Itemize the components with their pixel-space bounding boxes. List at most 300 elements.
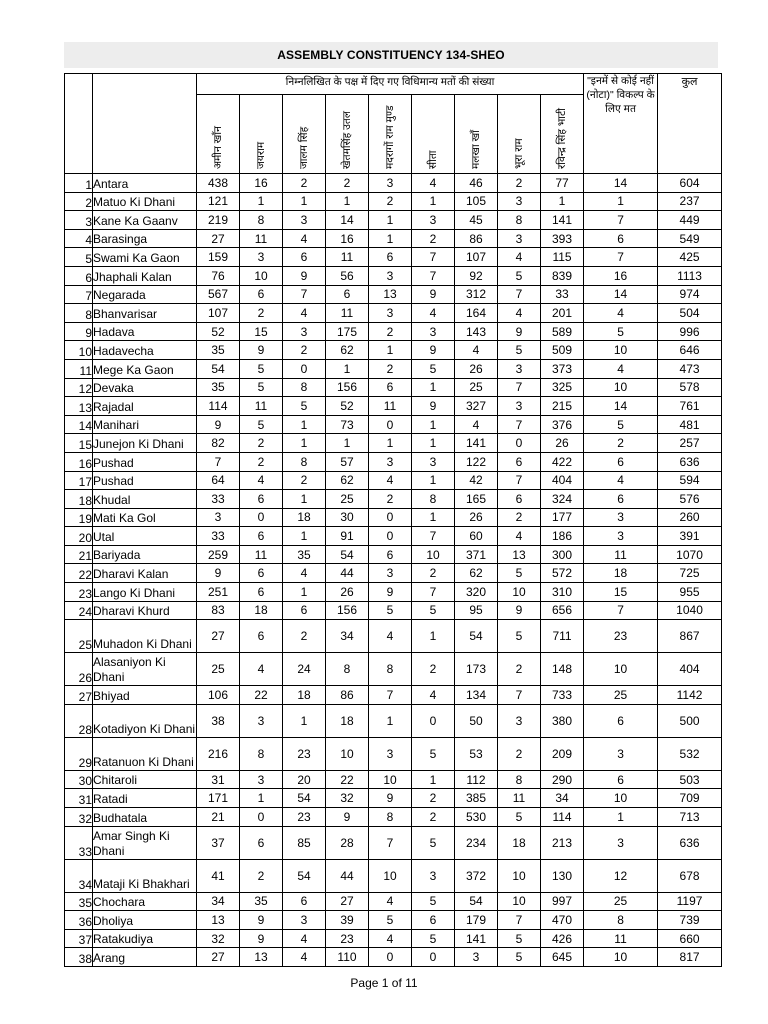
vote-count: 6 bbox=[240, 285, 283, 304]
serial-number: 10 bbox=[65, 341, 93, 360]
vote-count: 11 bbox=[498, 789, 541, 808]
vote-count: 11 bbox=[240, 397, 283, 416]
total-votes: 1142 bbox=[658, 686, 722, 705]
vote-count: 6 bbox=[498, 452, 541, 471]
vote-count: 2 bbox=[240, 434, 283, 453]
total-votes: 260 bbox=[658, 508, 722, 527]
total-votes: 594 bbox=[658, 471, 722, 490]
vote-count: 44 bbox=[326, 564, 369, 583]
polling-station-name: Hadava bbox=[93, 322, 197, 341]
vote-count: 216 bbox=[197, 737, 240, 770]
vote-count: 26 bbox=[541, 434, 584, 453]
vote-count: 134 bbox=[455, 686, 498, 705]
vote-count: 4 bbox=[412, 686, 455, 705]
vote-count: 0 bbox=[240, 808, 283, 827]
results-table bbox=[64, 73, 722, 967]
candidate-header bbox=[498, 95, 541, 174]
nota-votes: 5 bbox=[584, 322, 658, 341]
vote-count: 0 bbox=[369, 415, 412, 434]
vote-count: 1 bbox=[283, 415, 326, 434]
vote-count: 9 bbox=[240, 911, 283, 930]
total-votes: 713 bbox=[658, 808, 722, 827]
vote-count: 5 bbox=[412, 737, 455, 770]
polling-station-name: Kane Ka Gaanv bbox=[93, 211, 197, 230]
nota-votes: 3 bbox=[584, 737, 658, 770]
table-row bbox=[65, 174, 722, 193]
vote-count: 60 bbox=[455, 527, 498, 546]
table-row bbox=[65, 859, 722, 892]
total-votes: 449 bbox=[658, 211, 722, 230]
vote-count: 5 bbox=[498, 929, 541, 948]
vote-count: 3 bbox=[240, 704, 283, 737]
vote-count: 4 bbox=[369, 929, 412, 948]
vote-count: 25 bbox=[455, 378, 498, 397]
vote-count: 711 bbox=[541, 620, 584, 653]
polling-station-name: Ratadi bbox=[93, 789, 197, 808]
vote-count: 14 bbox=[326, 211, 369, 230]
vote-count: 38 bbox=[197, 704, 240, 737]
vote-count: 6 bbox=[240, 490, 283, 509]
vote-count: 310 bbox=[541, 583, 584, 602]
vote-count: 4 bbox=[283, 229, 326, 248]
nota-votes: 7 bbox=[584, 211, 658, 230]
polling-station-name: Hadavecha bbox=[93, 341, 197, 360]
vote-count: 10 bbox=[412, 545, 455, 564]
total-votes: 646 bbox=[658, 341, 722, 360]
vote-count: 9 bbox=[197, 415, 240, 434]
table-row bbox=[65, 415, 722, 434]
nota-votes: 10 bbox=[584, 341, 658, 360]
vote-count: 0 bbox=[283, 359, 326, 378]
vote-count: 37 bbox=[197, 826, 240, 859]
vote-count: 34 bbox=[541, 789, 584, 808]
total-votes: 955 bbox=[658, 583, 722, 602]
vote-count: 25 bbox=[197, 653, 240, 686]
vote-count: 9 bbox=[412, 341, 455, 360]
vote-count: 6 bbox=[283, 601, 326, 620]
polling-station-name: Pushad bbox=[93, 471, 197, 490]
vote-count: 324 bbox=[541, 490, 584, 509]
vote-count: 33 bbox=[197, 490, 240, 509]
nota-votes: 16 bbox=[584, 266, 658, 285]
table-row bbox=[65, 322, 722, 341]
vote-count: 2 bbox=[283, 341, 326, 360]
polling-station-name: Arang bbox=[93, 948, 197, 967]
candidate-header bbox=[326, 95, 369, 174]
vote-count: 64 bbox=[197, 471, 240, 490]
serial-number: 27 bbox=[65, 686, 93, 705]
nota-votes: 12 bbox=[584, 859, 658, 892]
serial-number: 3 bbox=[65, 211, 93, 230]
vote-count: 530 bbox=[455, 808, 498, 827]
table-row bbox=[65, 564, 722, 583]
total-votes: 391 bbox=[658, 527, 722, 546]
vote-count: 3 bbox=[369, 174, 412, 193]
vote-count: 114 bbox=[197, 397, 240, 416]
total-votes: 425 bbox=[658, 248, 722, 267]
vote-count: 10 bbox=[498, 583, 541, 602]
polling-station-name: Budhatala bbox=[93, 808, 197, 827]
vote-count: 7 bbox=[369, 826, 412, 859]
vote-count: 7 bbox=[412, 266, 455, 285]
polling-station-name: Bhanvarisar bbox=[93, 304, 197, 323]
total-votes: 739 bbox=[658, 911, 722, 930]
vote-count: 86 bbox=[326, 686, 369, 705]
vote-count: 112 bbox=[455, 770, 498, 789]
serial-number: 17 bbox=[65, 471, 93, 490]
vote-count: 13 bbox=[498, 545, 541, 564]
vote-count: 4 bbox=[498, 304, 541, 323]
vote-count: 1 bbox=[412, 770, 455, 789]
table-row bbox=[65, 211, 722, 230]
vote-count: 0 bbox=[369, 527, 412, 546]
vote-count: 10 bbox=[498, 892, 541, 911]
serial-number: 15 bbox=[65, 434, 93, 453]
vote-count: 8 bbox=[283, 378, 326, 397]
vote-count: 175 bbox=[326, 322, 369, 341]
nota-votes: 4 bbox=[584, 304, 658, 323]
vote-count: 27 bbox=[326, 892, 369, 911]
serial-number: 16 bbox=[65, 452, 93, 471]
candidate-name: अमीन खाँन bbox=[212, 126, 224, 169]
vote-count: 733 bbox=[541, 686, 584, 705]
vote-count: 4 bbox=[412, 304, 455, 323]
vote-count: 3 bbox=[283, 322, 326, 341]
vote-count: 251 bbox=[197, 583, 240, 602]
vote-count: 327 bbox=[455, 397, 498, 416]
vote-count: 30 bbox=[326, 508, 369, 527]
nota-votes: 4 bbox=[584, 359, 658, 378]
vote-count: 1 bbox=[240, 192, 283, 211]
total-votes: 867 bbox=[658, 620, 722, 653]
vote-count: 85 bbox=[283, 826, 326, 859]
vote-count: 52 bbox=[197, 322, 240, 341]
polling-station-name: Muhadon Ki Dhani bbox=[93, 620, 197, 653]
candidate-header bbox=[197, 95, 240, 174]
vote-count: 9 bbox=[283, 266, 326, 285]
vote-count: 2 bbox=[498, 653, 541, 686]
vote-count: 27 bbox=[197, 948, 240, 967]
vote-count: 177 bbox=[541, 508, 584, 527]
vote-count: 56 bbox=[326, 266, 369, 285]
vote-count: 2 bbox=[498, 174, 541, 193]
vote-count: 76 bbox=[197, 266, 240, 285]
vote-count: 300 bbox=[541, 545, 584, 564]
vote-count: 143 bbox=[455, 322, 498, 341]
serial-number: 25 bbox=[65, 620, 93, 653]
vote-count: 3 bbox=[240, 770, 283, 789]
table-row bbox=[65, 737, 722, 770]
vote-count: 33 bbox=[197, 527, 240, 546]
vote-count: 106 bbox=[197, 686, 240, 705]
polling-station-name: Ratakudiya bbox=[93, 929, 197, 948]
vote-count: 44 bbox=[326, 859, 369, 892]
serial-number: 28 bbox=[65, 704, 93, 737]
polling-station-name: Utal bbox=[93, 527, 197, 546]
table-row bbox=[65, 770, 722, 789]
vote-count: 7 bbox=[197, 452, 240, 471]
vote-count: 7 bbox=[498, 415, 541, 434]
serial-number: 35 bbox=[65, 892, 93, 911]
candidate-name: खेतमसिंह उतल bbox=[341, 110, 353, 169]
vote-count: 7 bbox=[412, 527, 455, 546]
vote-count: 0 bbox=[412, 704, 455, 737]
vote-count: 219 bbox=[197, 211, 240, 230]
polling-station-name: Rajadal bbox=[93, 397, 197, 416]
candidate-name: जयराम bbox=[255, 141, 267, 169]
vote-count: 3 bbox=[240, 248, 283, 267]
serial-number: 21 bbox=[65, 545, 93, 564]
vote-count: 8 bbox=[240, 211, 283, 230]
vote-count: 3 bbox=[369, 737, 412, 770]
vote-count: 422 bbox=[541, 452, 584, 471]
vote-count: 45 bbox=[455, 211, 498, 230]
vote-count: 645 bbox=[541, 948, 584, 967]
vote-count: 3 bbox=[412, 452, 455, 471]
vote-count: 2 bbox=[369, 490, 412, 509]
vote-count: 114 bbox=[541, 808, 584, 827]
vote-count: 171 bbox=[197, 789, 240, 808]
table-row bbox=[65, 490, 722, 509]
vote-count: 3 bbox=[197, 508, 240, 527]
vote-count: 156 bbox=[326, 601, 369, 620]
total-header: कुल bbox=[658, 74, 722, 174]
total-votes: 503 bbox=[658, 770, 722, 789]
vote-count: 5 bbox=[498, 266, 541, 285]
vote-count: 2 bbox=[412, 653, 455, 686]
table-row bbox=[65, 229, 722, 248]
total-votes: 604 bbox=[658, 174, 722, 193]
vote-count: 2 bbox=[283, 471, 326, 490]
nota-votes: 6 bbox=[584, 490, 658, 509]
table-row bbox=[65, 378, 722, 397]
vote-count: 3 bbox=[412, 859, 455, 892]
vote-count: 5 bbox=[283, 397, 326, 416]
table-row bbox=[65, 704, 722, 737]
vote-count: 18 bbox=[283, 508, 326, 527]
nota-votes: 10 bbox=[584, 378, 658, 397]
vote-count: 404 bbox=[541, 471, 584, 490]
vote-count: 312 bbox=[455, 285, 498, 304]
vote-count: 3 bbox=[369, 266, 412, 285]
polling-station-name: Amar Singh Ki Dhani bbox=[93, 826, 197, 859]
vote-count: 39 bbox=[326, 911, 369, 930]
serial-number: 34 bbox=[65, 859, 93, 892]
vote-count: 35 bbox=[197, 341, 240, 360]
vote-count: 5 bbox=[412, 929, 455, 948]
polling-station-name: Chochara bbox=[93, 892, 197, 911]
serial-number: 2 bbox=[65, 192, 93, 211]
vote-count: 5 bbox=[498, 620, 541, 653]
vote-count: 1 bbox=[369, 434, 412, 453]
vote-count: 9 bbox=[240, 929, 283, 948]
vote-count: 23 bbox=[326, 929, 369, 948]
vote-count: 371 bbox=[455, 545, 498, 564]
table-row bbox=[65, 948, 722, 967]
serial-number: 4 bbox=[65, 229, 93, 248]
polling-station-name: Jhaphali Kalan bbox=[93, 266, 197, 285]
vote-count: 7 bbox=[498, 285, 541, 304]
vote-count: 115 bbox=[541, 248, 584, 267]
vote-count: 95 bbox=[455, 601, 498, 620]
vote-count: 10 bbox=[369, 770, 412, 789]
vote-count: 11 bbox=[240, 545, 283, 564]
vote-count: 92 bbox=[455, 266, 498, 285]
total-votes: 1070 bbox=[658, 545, 722, 564]
vote-count: 15 bbox=[240, 322, 283, 341]
header-name-cell bbox=[93, 74, 197, 174]
vote-count: 2 bbox=[240, 859, 283, 892]
vote-count: 130 bbox=[541, 859, 584, 892]
nota-votes: 7 bbox=[584, 248, 658, 267]
vote-count: 2 bbox=[240, 452, 283, 471]
serial-number: 1 bbox=[65, 174, 93, 193]
vote-count: 3 bbox=[412, 211, 455, 230]
vote-count: 3 bbox=[283, 211, 326, 230]
vote-count: 46 bbox=[455, 174, 498, 193]
polling-station-name: Chitaroli bbox=[93, 770, 197, 789]
vote-count: 572 bbox=[541, 564, 584, 583]
vote-count: 13 bbox=[197, 911, 240, 930]
candidate-name: जालम सिंह bbox=[298, 126, 310, 169]
polling-station-name: Mege Ka Gaon bbox=[93, 359, 197, 378]
table-row bbox=[65, 434, 722, 453]
vote-count: 41 bbox=[197, 859, 240, 892]
vote-count: 1 bbox=[412, 434, 455, 453]
table-row bbox=[65, 653, 722, 686]
candidate-header bbox=[541, 95, 584, 174]
vote-count: 34 bbox=[326, 620, 369, 653]
serial-number: 26 bbox=[65, 653, 93, 686]
vote-count: 107 bbox=[197, 304, 240, 323]
vote-count: 26 bbox=[326, 583, 369, 602]
vote-count: 380 bbox=[541, 704, 584, 737]
serial-number: 22 bbox=[65, 564, 93, 583]
vote-count: 4 bbox=[369, 892, 412, 911]
vote-count: 4 bbox=[455, 415, 498, 434]
vote-count: 6 bbox=[369, 378, 412, 397]
vote-count: 141 bbox=[455, 434, 498, 453]
nota-votes: 10 bbox=[584, 948, 658, 967]
vote-count: 82 bbox=[197, 434, 240, 453]
nota-votes: 10 bbox=[584, 789, 658, 808]
vote-count: 209 bbox=[541, 737, 584, 770]
vote-count: 1 bbox=[240, 789, 283, 808]
vote-count: 373 bbox=[541, 359, 584, 378]
vote-count: 0 bbox=[369, 948, 412, 967]
nota-votes: 8 bbox=[584, 911, 658, 930]
vote-count: 7 bbox=[369, 686, 412, 705]
candidate-name: सीता bbox=[427, 150, 439, 169]
candidate-header bbox=[455, 95, 498, 174]
vote-count: 34 bbox=[197, 892, 240, 911]
vote-count: 5 bbox=[498, 808, 541, 827]
serial-number: 8 bbox=[65, 304, 93, 323]
vote-count: 1 bbox=[369, 229, 412, 248]
serial-number: 18 bbox=[65, 490, 93, 509]
vote-count: 31 bbox=[197, 770, 240, 789]
vote-count: 83 bbox=[197, 601, 240, 620]
table-row bbox=[65, 285, 722, 304]
vote-count: 259 bbox=[197, 545, 240, 564]
vote-count: 1 bbox=[369, 211, 412, 230]
vote-count: 6 bbox=[240, 527, 283, 546]
vote-count: 9 bbox=[498, 322, 541, 341]
nota-votes: 15 bbox=[584, 583, 658, 602]
candidate-header bbox=[240, 95, 283, 174]
vote-count: 2 bbox=[412, 229, 455, 248]
vote-count: 33 bbox=[541, 285, 584, 304]
vote-count: 18 bbox=[326, 704, 369, 737]
vote-count: 4 bbox=[240, 653, 283, 686]
serial-number: 9 bbox=[65, 322, 93, 341]
vote-count: 141 bbox=[455, 929, 498, 948]
total-votes: 504 bbox=[658, 304, 722, 323]
vote-count: 0 bbox=[240, 508, 283, 527]
table-row bbox=[65, 248, 722, 267]
polling-station-name: Dholiya bbox=[93, 911, 197, 930]
vote-count: 509 bbox=[541, 341, 584, 360]
vote-count: 148 bbox=[541, 653, 584, 686]
vote-count: 20 bbox=[283, 770, 326, 789]
table-row bbox=[65, 583, 722, 602]
vote-count: 6 bbox=[283, 248, 326, 267]
candidate-header bbox=[369, 95, 412, 174]
polling-station-name: Matuo Ki Dhani bbox=[93, 192, 197, 211]
vote-count: 1 bbox=[369, 341, 412, 360]
vote-count: 7 bbox=[498, 471, 541, 490]
vote-count: 32 bbox=[197, 929, 240, 948]
vote-count: 4 bbox=[498, 527, 541, 546]
vote-count: 1 bbox=[283, 527, 326, 546]
vote-count: 26 bbox=[455, 359, 498, 378]
vote-count: 9 bbox=[369, 583, 412, 602]
vote-count: 1 bbox=[412, 620, 455, 653]
serial-number: 5 bbox=[65, 248, 93, 267]
vote-count: 2 bbox=[412, 564, 455, 583]
vote-count: 35 bbox=[197, 378, 240, 397]
total-votes: 500 bbox=[658, 704, 722, 737]
vote-count: 385 bbox=[455, 789, 498, 808]
nota-votes: 14 bbox=[584, 174, 658, 193]
vote-count: 6 bbox=[498, 490, 541, 509]
candidate-header bbox=[283, 95, 326, 174]
polling-station-name: Lango Ki Dhani bbox=[93, 583, 197, 602]
vote-count: 16 bbox=[326, 229, 369, 248]
vote-count: 18 bbox=[283, 686, 326, 705]
polling-station-name: Khudal bbox=[93, 490, 197, 509]
vote-count: 839 bbox=[541, 266, 584, 285]
vote-count: 997 bbox=[541, 892, 584, 911]
nota-votes: 6 bbox=[584, 229, 658, 248]
vote-count: 2 bbox=[240, 304, 283, 323]
vote-count: 5 bbox=[412, 892, 455, 911]
vote-count: 8 bbox=[369, 653, 412, 686]
vote-count: 62 bbox=[326, 471, 369, 490]
table-row bbox=[65, 471, 722, 490]
vote-count: 52 bbox=[326, 397, 369, 416]
vote-count: 26 bbox=[455, 508, 498, 527]
vote-count: 2 bbox=[369, 322, 412, 341]
serial-number: 24 bbox=[65, 601, 93, 620]
vote-count: 5 bbox=[498, 564, 541, 583]
vote-count: 3 bbox=[498, 359, 541, 378]
total-votes: 725 bbox=[658, 564, 722, 583]
polling-station-name: Antara bbox=[93, 174, 197, 193]
vote-count: 54 bbox=[326, 545, 369, 564]
vote-count: 1 bbox=[283, 583, 326, 602]
vote-count: 438 bbox=[197, 174, 240, 193]
